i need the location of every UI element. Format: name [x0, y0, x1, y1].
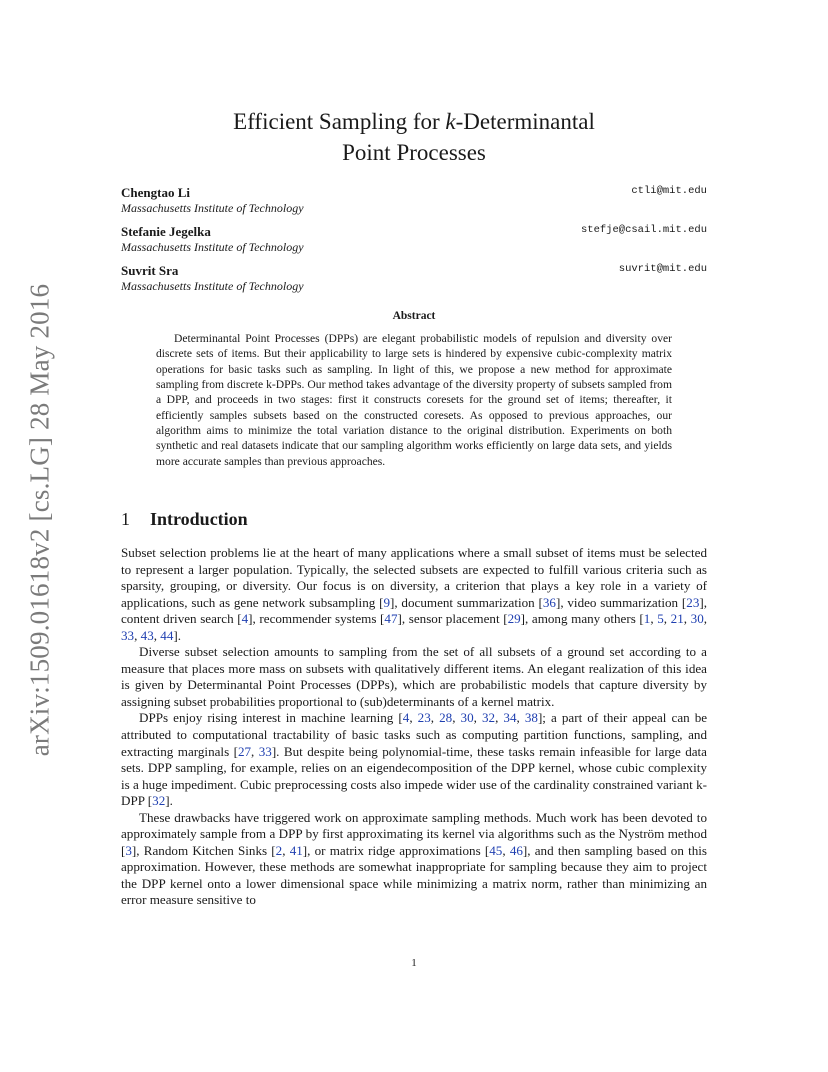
body-paragraph: Subset selection problems lie at the heart of many applications where a small subset of items must be selected to represent a larger population. Typically, the selected subsets are expected to fulfill various criteria such as sparsity, grouping, or diversity. Our focus is on diversity, a criterion that plays a key role in a variety of applications, such as gene network subsampling [9], document summarization [36], video summarization [23], content driven search [4], recommender systems [47], sensor placement [29], among many others [1, 5, 21, 30, 33, 43, 44].	[121, 545, 708, 643]
abstract-heading: Abstract	[392, 310, 436, 322]
author-entry	[121, 184, 707, 223]
author-name: Stefanie Jegelka	[121, 224, 211, 239]
author-entry	[121, 223, 707, 262]
arxiv-identifier-text: arXiv:1509.01618v2 [cs.LG] 28 May 2016	[24, 283, 55, 757]
section-title: Introduction	[150, 509, 248, 529]
author-email: ctli@mit.edu	[631, 185, 707, 197]
body-paragraph: DPPs enjoy rising interest in machine learning [4, 23, 28, 30, 32, 34, 38]; a part of their appeal can be attributed to computational tractability of basic tasks such as computing partition functions, sampling, and extracting marginals [27, 33]. But despite being polynomial-time, these tasks remain infeasible for large data sets. DPP sampling, for example, relies on an eigendecomposition of the DPP kernel, whose cubic complexity is a huge impediment. Cubic preprocessing costs also impede wider use of the cardinality constrained variant k-DPP [32].	[121, 710, 708, 809]
title-line-2: Point Processes	[342, 140, 486, 165]
section-heading-introduction	[121, 509, 248, 530]
author-affiliation: Massachusetts Institute of Technology	[121, 240, 304, 254]
section-number: 1	[121, 509, 130, 529]
author-name: Chengtao Li	[121, 185, 190, 200]
body-paragraph: These drawbacks have triggered work on approximate sampling methods. Much work has been devoted to approximately sample from a DPP by first approximating its kernel via algorithms such as the Nyström method [3], Random Kitchen Sinks [2, 41], or matrix ridge approximations [45, 46], and then sampling based on this approximation. However, these methods are somewhat inappropriate for sampling because they aim to project the DPP kernel onto a lower dimensional space while minimizing a matrix norm, rather than minimizing an error measure sensitive to	[121, 809, 708, 908]
author-email: stefje@csail.mit.edu	[580, 224, 707, 236]
introduction-body	[121, 545, 707, 909]
author-email: suvrit@mit.edu	[618, 263, 707, 275]
page-number: 1	[411, 957, 417, 969]
author-affiliation: Massachusetts Institute of Technology	[121, 279, 304, 293]
body-paragraph: Diverse subset selection amounts to sampling from the set of all subsets of a ground set according to a measure that places more mass on subsets with qualitatively different items. An elegant realization of this idea is given by Determinantal Point Processes (DPPs), which are probabilistic models that capture diversity by assigning subset probabilities proportional to (sub)determinants of a kernel matrix.	[121, 644, 707, 709]
author-name: Suvrit Sra	[121, 263, 179, 278]
author-entry	[121, 262, 707, 301]
title-line-1: Efficient Sampling for k-Determinantal	[233, 109, 595, 134]
author-affiliation: Massachusetts Institute of Technology	[121, 201, 304, 215]
abstract-text: Determinantal Point Processes (DPPs) are elegant probabilistic models of repulsion and diversity over discrete sets of items. But their applicability to large sets is hindered by expensive cubic-complexity matrix operations for basic tasks such as sampling. In light of this, we propose a new method for approximate sampling from discrete k-DPPs. Our method takes advantage of the diversity property of subsets sampled from a DPP, and proceeds in two stages: first it constructs coresets for the ground set of items; thereafter, it efficiently samples subsets based on the constructed coresets. As opposed to previous approaches, our algorithm aims to minimize the total variation distance to the original distribution. Experiments on both synthetic and real datasets indicate that our sampling algorithm works efficiently on large data sets, and yields more accurate samples than previous approaches.	[156, 332, 672, 468]
arxiv-identifier-stamp	[20, 280, 60, 760]
paper-title	[0, 106, 828, 168]
author-block	[121, 184, 707, 301]
